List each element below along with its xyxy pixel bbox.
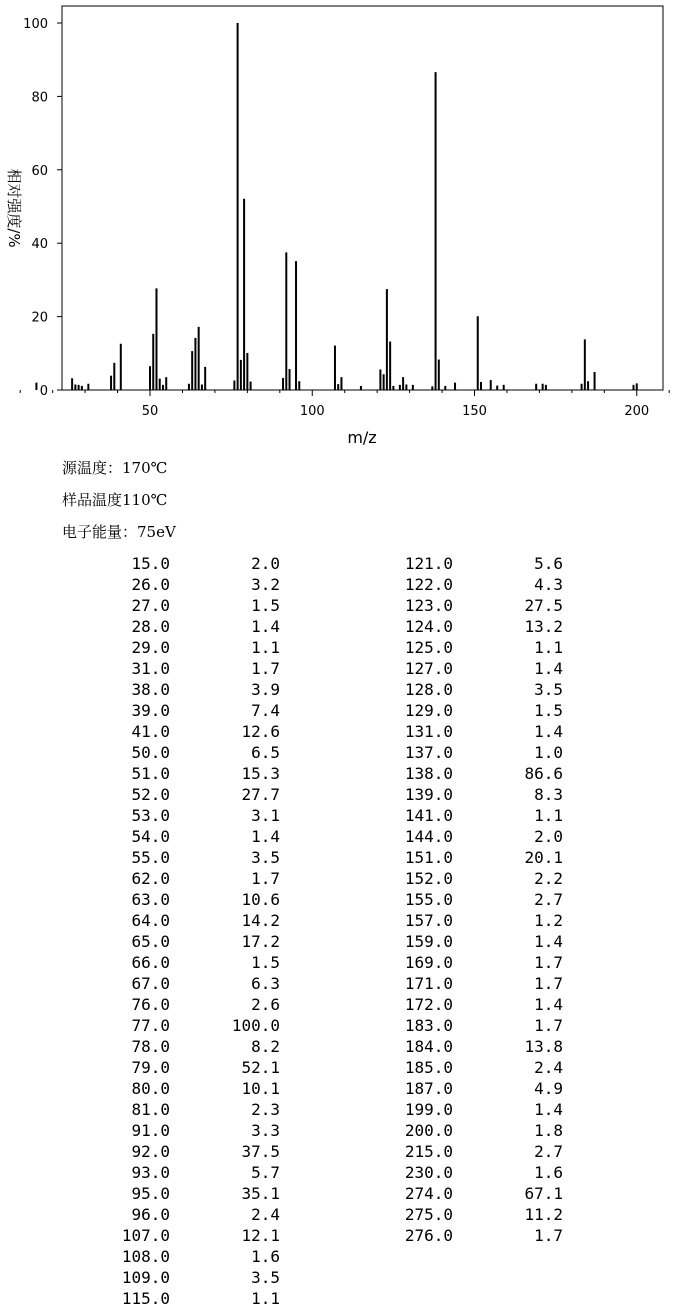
table-mz-value: 115.0	[121, 1289, 170, 1308]
table-abundance-value: 2.0	[251, 554, 280, 573]
table-mz-value: 157.0	[404, 911, 453, 930]
table-abundance-value: 7.4	[251, 701, 280, 720]
table-mz-value: 66.0	[131, 953, 170, 972]
table-mz-value: 41.0	[131, 722, 170, 741]
table-abundance-value: 1.1	[534, 638, 563, 657]
table-abundance-value: 1.6	[251, 1247, 280, 1266]
table-abundance-value: 12.1	[241, 1226, 280, 1245]
x-axis	[20, 390, 680, 419]
table-abundance-value: 13.2	[524, 617, 563, 636]
table-mz-value: 29.0	[131, 638, 170, 657]
table-abundance-value: 1.4	[534, 995, 563, 1014]
table-mz-value: 171.0	[404, 974, 453, 993]
table-abundance-value: 5.6	[534, 554, 563, 573]
table-mz-value: 31.0	[131, 659, 170, 678]
table-abundance-value: 12.6	[241, 722, 280, 741]
x-tick-label: 50	[141, 404, 159, 419]
table-abundance-value: 2.2	[534, 869, 563, 888]
table-mz-value: 123.0	[404, 596, 453, 615]
table-mz-value: 139.0	[404, 785, 453, 804]
table-mz-value: 129.0	[404, 701, 453, 720]
table-mz-value: 127.0	[404, 659, 453, 678]
table-mz-value: 124.0	[404, 617, 453, 636]
plot-frame	[62, 6, 663, 390]
table-mz-value: 26.0	[131, 575, 170, 594]
table-abundance-value: 27.5	[524, 596, 563, 615]
table-mz-value: 131.0	[404, 722, 453, 741]
table-mz-value: 91.0	[131, 1121, 170, 1140]
table-mz-value: 81.0	[131, 1100, 170, 1119]
table-abundance-value: 5.7	[251, 1163, 280, 1182]
table-abundance-value: 20.1	[524, 848, 563, 867]
table-mz-value: 184.0	[404, 1037, 453, 1056]
table-abundance-value: 2.7	[534, 1142, 563, 1161]
sample-temperature: 样品温度110℃	[62, 491, 168, 509]
table-mz-value: 169.0	[404, 953, 453, 972]
table-mz-value: 155.0	[404, 890, 453, 909]
table-mz-value: 215.0	[404, 1142, 453, 1161]
table-mz-value: 92.0	[131, 1142, 170, 1161]
table-mz-value: 200.0	[404, 1121, 453, 1140]
table-abundance-value: 1.7	[534, 953, 563, 972]
table-abundance-value: 1.4	[534, 1100, 563, 1119]
table-abundance-value: 4.3	[534, 575, 563, 594]
y-tick-label: 80	[31, 90, 48, 106]
table-mz-value: 38.0	[131, 680, 170, 699]
table-mz-value: 28.0	[131, 617, 170, 636]
table-mz-value: 96.0	[131, 1205, 170, 1224]
y-axis-label	[5, 168, 23, 247]
table-mz-value: 79.0	[131, 1058, 170, 1077]
table-mz-value: 39.0	[131, 701, 170, 720]
table-mz-value: 144.0	[404, 827, 453, 846]
table-abundance-value: 2.0	[534, 827, 563, 846]
table-mz-value: 138.0	[404, 764, 453, 783]
table-abundance-value: 35.1	[241, 1184, 280, 1203]
table-abundance-value: 3.2	[251, 575, 280, 594]
table-mz-value: 64.0	[131, 911, 170, 930]
table-abundance-value: 1.4	[534, 932, 563, 951]
table-abundance-value: 1.2	[534, 911, 563, 930]
table-abundance-value: 1.4	[534, 722, 563, 741]
table-mz-value: 276.0	[404, 1226, 453, 1245]
table-abundance-value: 10.1	[241, 1079, 280, 1098]
table-mz-value: 76.0	[131, 995, 170, 1014]
table-abundance-value: 3.3	[251, 1121, 280, 1140]
table-abundance-value: 3.5	[251, 848, 280, 867]
table-abundance-value: 1.5	[251, 596, 280, 615]
table-abundance-value: 100.0	[231, 1016, 280, 1035]
electron-energy: 电子能量：75eV	[62, 523, 176, 541]
table-mz-value: 107.0	[121, 1226, 170, 1245]
table-abundance-value: 1.4	[251, 827, 280, 846]
table-mz-value: 172.0	[404, 995, 453, 1014]
table-abundance-value: 2.7	[534, 890, 563, 909]
y-tick-label: 40	[31, 237, 48, 253]
table-mz-value: 125.0	[404, 638, 453, 657]
table-abundance-value: 67.1	[524, 1184, 563, 1203]
table-abundance-value: 1.5	[534, 701, 563, 720]
table-mz-value: 275.0	[404, 1205, 453, 1224]
table-abundance-value: 2.4	[534, 1058, 563, 1077]
table-mz-value: 108.0	[121, 1247, 170, 1266]
table-mz-value: 50.0	[131, 743, 170, 762]
table-mz-value: 128.0	[404, 680, 453, 699]
table-abundance-value: 1.8	[534, 1121, 563, 1140]
y-tick-label: 20	[31, 310, 48, 326]
table-mz-value: 230.0	[404, 1163, 453, 1182]
x-tick-label: 200	[624, 404, 650, 419]
table-abundance-value: 3.9	[251, 680, 280, 699]
table-abundance-value: 2.4	[251, 1205, 280, 1224]
table-abundance-value: 1.0	[534, 743, 563, 762]
mass-spectrum-chart	[0, 0, 680, 450]
x-axis-label: m/z	[347, 428, 377, 447]
table-abundance-value: 37.5	[241, 1142, 280, 1161]
spectrum-peaks	[36, 23, 680, 390]
table-mz-value: 55.0	[131, 848, 170, 867]
table-mz-value: 51.0	[131, 764, 170, 783]
table-mz-value: 95.0	[131, 1184, 170, 1203]
table-abundance-value: 1.6	[534, 1163, 563, 1182]
table-mz-value: 185.0	[404, 1058, 453, 1077]
x-tick-label: 150	[462, 404, 487, 419]
table-abundance-value: 14.2	[241, 911, 280, 930]
table-mz-value: 183.0	[404, 1016, 453, 1035]
table-abundance-value: 1.7	[251, 869, 280, 888]
table-abundance-value: 1.1	[534, 806, 563, 825]
table-abundance-value: 2.6	[251, 995, 280, 1014]
table-mz-value: 199.0	[404, 1100, 453, 1119]
table-mz-value: 122.0	[404, 575, 453, 594]
table-abundance-value: 8.3	[534, 785, 563, 804]
table-mz-value: 54.0	[131, 827, 170, 846]
table-mz-value: 78.0	[131, 1037, 170, 1056]
table-mz-value: 67.0	[131, 974, 170, 993]
table-abundance-value: 10.6	[241, 890, 280, 909]
table-mz-value: 27.0	[131, 596, 170, 615]
table-abundance-value: 1.7	[534, 1226, 563, 1245]
table-abundance-value: 1.7	[534, 974, 563, 993]
table-mz-value: 159.0	[404, 932, 453, 951]
y-tick-label: 60	[31, 163, 48, 179]
table-abundance-value: 27.7	[241, 785, 280, 804]
table-mz-value: 62.0	[131, 869, 170, 888]
table-abundance-value: 11.2	[524, 1205, 563, 1224]
table-abundance-value: 1.5	[251, 953, 280, 972]
table-mz-value: 141.0	[404, 806, 453, 825]
y-axis-label-text: 相对强度/%	[5, 168, 23, 248]
table-abundance-value: 1.4	[251, 617, 280, 636]
table-abundance-value: 3.5	[534, 680, 563, 699]
table-abundance-value: 4.9	[534, 1079, 563, 1098]
table-mz-value: 121.0	[404, 554, 453, 573]
table-abundance-value: 52.1	[241, 1058, 280, 1077]
y-axis	[23, 17, 62, 399]
table-abundance-value: 17.2	[241, 932, 280, 951]
table-mz-value: 109.0	[121, 1268, 170, 1287]
table-mz-value: 93.0	[131, 1163, 170, 1182]
table-abundance-value: 1.1	[251, 638, 280, 657]
y-tick-label: 100	[23, 17, 48, 32]
table-abundance-value: 15.3	[241, 764, 280, 783]
table-abundance-value: 1.1	[251, 1289, 280, 1308]
table-mz-value: 53.0	[131, 806, 170, 825]
table-mz-value: 274.0	[404, 1184, 453, 1203]
y-tick-label: 0	[39, 384, 48, 399]
table-abundance-value: 13.8	[524, 1037, 563, 1056]
table-abundance-value: 86.6	[524, 764, 563, 783]
table-abundance-value: 8.2	[251, 1037, 280, 1056]
table-mz-value: 65.0	[131, 932, 170, 951]
table-abundance-value: 3.5	[251, 1268, 280, 1287]
table-abundance-value: 1.7	[534, 1016, 563, 1035]
table-mz-value: 77.0	[131, 1016, 170, 1035]
table-mz-value: 151.0	[404, 848, 453, 867]
table-mz-value: 52.0	[131, 785, 170, 804]
table-abundance-value: 2.3	[251, 1100, 280, 1119]
table-abundance-value: 6.3	[251, 974, 280, 993]
table-abundance-value: 6.5	[251, 743, 280, 762]
table-mz-value: 152.0	[404, 869, 453, 888]
table-mz-value: 80.0	[131, 1079, 170, 1098]
table-abundance-value: 3.1	[251, 806, 280, 825]
table-abundance-value: 1.4	[534, 659, 563, 678]
table-abundance-value: 1.7	[251, 659, 280, 678]
table-mz-value: 137.0	[404, 743, 453, 762]
table-mz-value: 15.0	[131, 554, 170, 573]
table-mz-value: 187.0	[404, 1079, 453, 1098]
x-tick-label: 100	[299, 404, 325, 419]
source-temperature: 源温度：170℃	[62, 459, 168, 477]
table-mz-value: 63.0	[131, 890, 170, 909]
